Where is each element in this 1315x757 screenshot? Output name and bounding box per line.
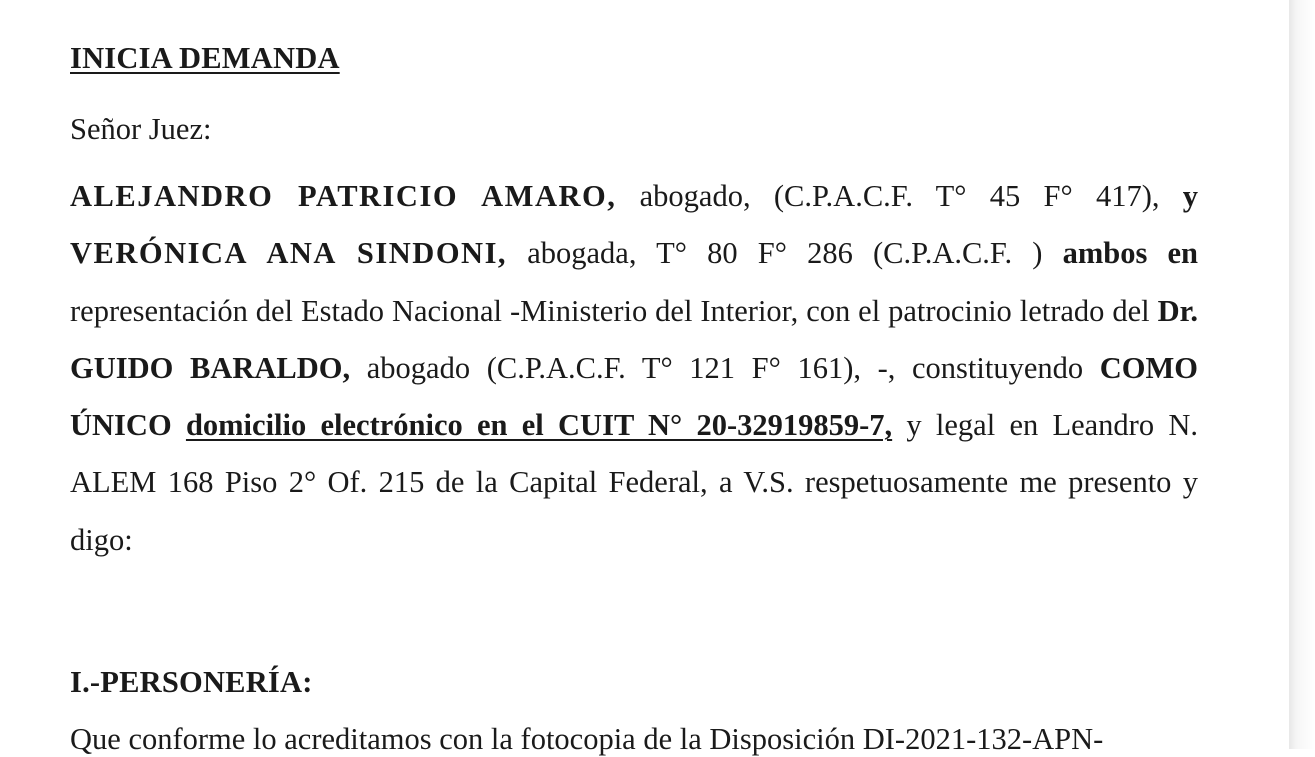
lawyer-3-details: abogado (C.P.A.C.F. T° 121 F° 161), -, constituyendo	[350, 350, 1100, 385]
section-heading-personeria: I.-PERSONERÍA:	[70, 665, 313, 699]
como-unico-label: COMO ÚNICO	[70, 350, 1198, 443]
page-edge-shadow	[1289, 0, 1315, 749]
lawyer-name-2: VERÓNICA ANA SINDONI,	[70, 236, 508, 271]
lawyer-1-details: abogado, (C.P.A.C.F. T° 45 F° 417),	[616, 179, 1183, 213]
representation-text: representación del Estado Nacional -Ministerio del Interior, con el patrocinio letrado del	[70, 293, 1158, 328]
conjunction-y: y	[1182, 179, 1199, 213]
lawyer-name-1: ALEJANDRO PATRICIO AMARO,	[70, 179, 617, 213]
lawyer-2-details: abogada, T° 80 F° 286 (C.P.A.C.F. )	[507, 236, 1063, 271]
electronic-domicile: domicilio electrónico en el CUIT N° 20-32919859-7,	[185, 408, 893, 443]
ambos-label: ambos en	[1062, 236, 1198, 271]
intro-paragraph	[70, 168, 1198, 569]
legal-domicile-text: y legal en Leandro N. ALEM 168 Piso 2° Of. 215 de la Capital Federal, a V.S. respetuosamente me presento y digo:	[70, 408, 1198, 557]
salutation: Señor Juez:	[70, 112, 212, 146]
lawyer-name-3: Dr. GUIDO BARALDO,	[70, 293, 1198, 385]
cut-off-line: Que conforme lo acreditamos con la fotocopia de la Disposición DI-2021-132-APN-	[70, 722, 1104, 756]
document-title: INICIA DEMANDA	[70, 41, 340, 75]
